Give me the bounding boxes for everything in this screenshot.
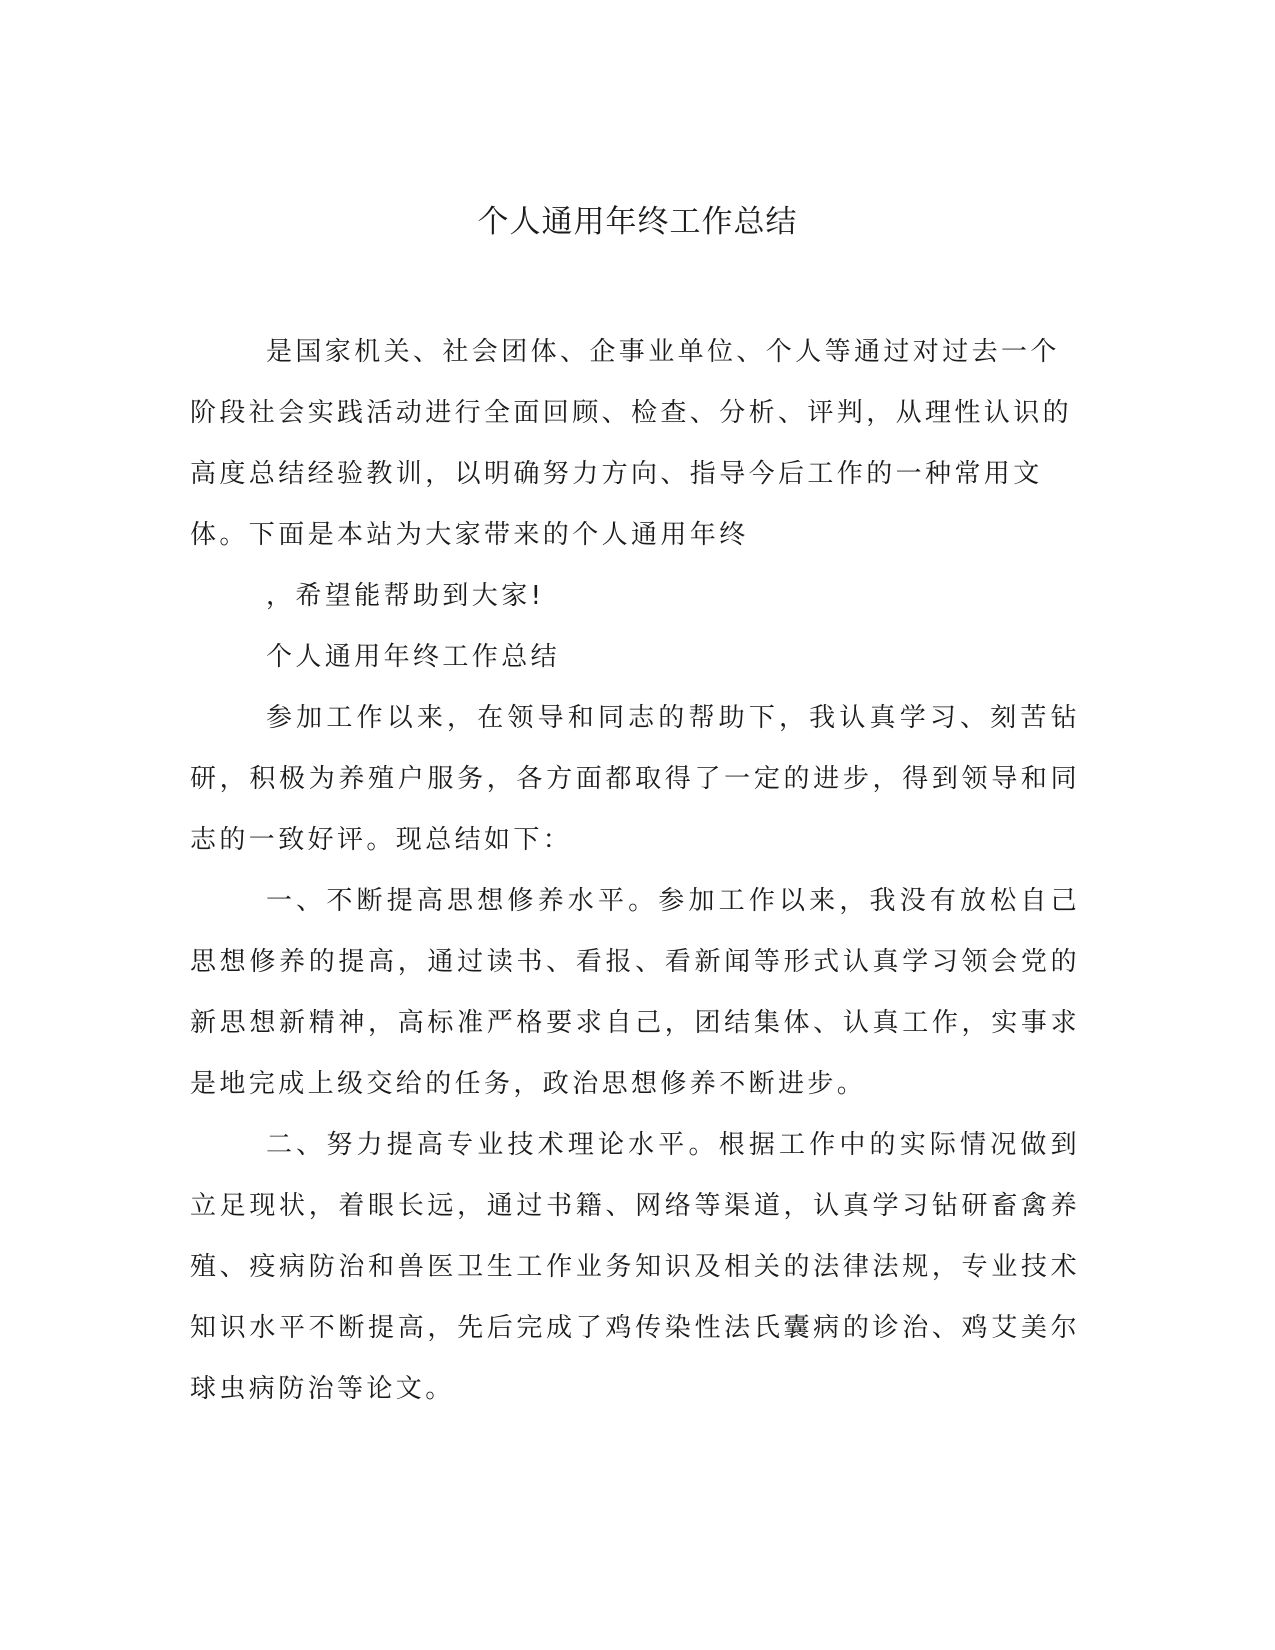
paragraph-opening: 参加工作以来，在领导和同志的帮助下，我认真学习、刻苦钻研，积极为养殖户服务，各方面都取得了一定的进步，得到领导和同志的一致好评。现总结如下： [190,703,1080,855]
page-title: 个人通用年终工作总结 [477,204,798,240]
paragraph-subtitle: 个人通用年终工作总结 [266,642,561,672]
document-body [190,322,1080,1420]
paragraph-wish: ，希望能帮助到大家! [266,581,545,611]
paragraph-section-two: 二、努力提高专业技术理论水平。根据工作中的实际情况做到立足现状，着眼长远，通过书籍、网络等渠道，认真学习钻研畜禽养殖、疫病防治和兽医卫生工作业务知识及相关的法律法规，专业技术知识水平不断提高，先后完成了鸡传染性法氏囊病的诊治、鸡艾美尔球虫病防治等论文。 [190,1130,1080,1404]
paragraph-section-one: 一、不断提高思想修养水平。参加工作以来，我没有放松自己思想修养的提高，通过读书、看报、看新闻等形式认真学习领会党的新思想新精神，高标准严格要求自己，团结集体、认真工作，实事求是地完成上级交给的任务，政治思想修养不断进步。 [190,886,1080,1099]
paragraph-intro: 是国家机关、社会团体、企事业单位、个人等通过对过去一个阶段社会实践活动进行全面回顾、检查、分析、评判，从理性认识的高度总结经验教训，以明确努力方向、指导今后工作的一种常用文体。下面是本站为大家带来的个人通用年终 [190,337,1073,550]
